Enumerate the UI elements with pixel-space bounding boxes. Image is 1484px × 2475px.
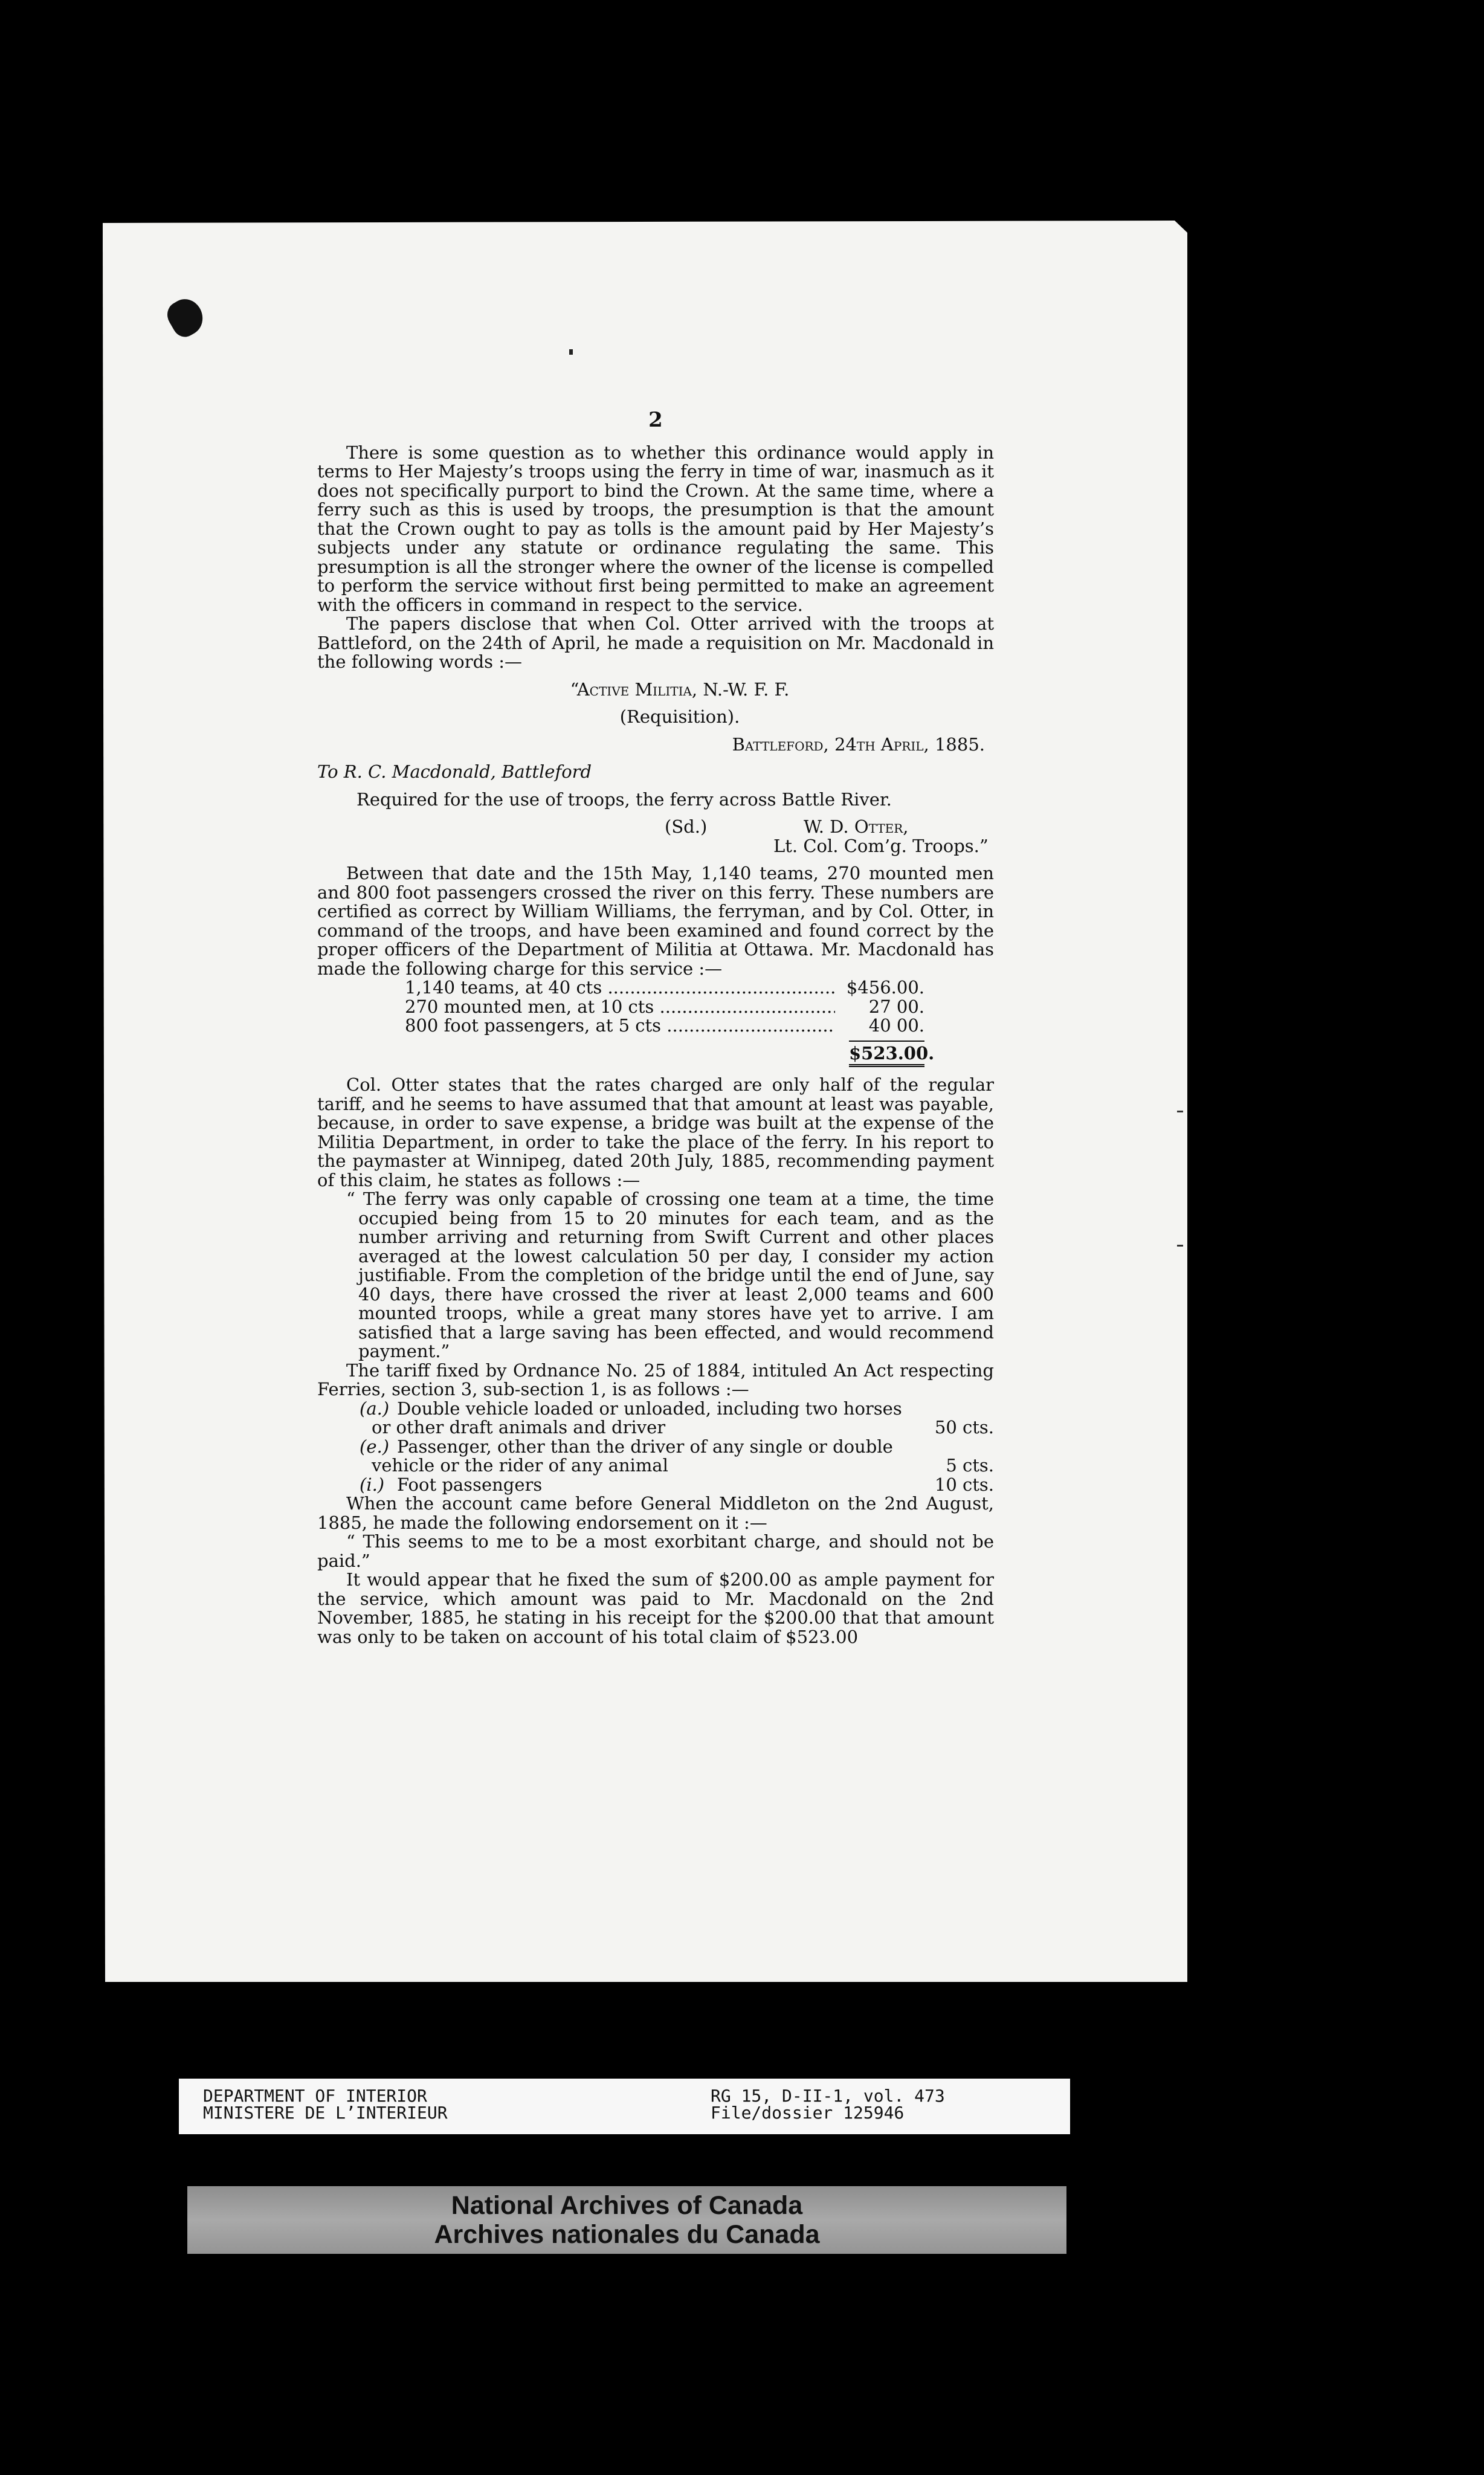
tariff-rate-line [372,1418,994,1438]
archive-stamp [187,2186,1066,2254]
ink-mark [569,349,573,355]
signer-title: Lt. Col. Com’g. Troops.” [773,835,989,856]
document-body [317,408,994,1647]
requisition-body: Required for the use of troops, the ferry across Battle River. [356,789,892,810]
page-number: 2 [648,408,663,432]
charges-table [405,978,924,1036]
archive-name-fr: Archives nationales du Canada [434,2220,820,2249]
paragraph: The tariff fixed by Ordnance No. 25 of 1884, intituled An Act respecting Ferries, section 3, sub-section 1, is as follows :— [317,1360,994,1399]
paragraph: When the account came before General Middleton on the 2nd August, 1885, he made the following endorsement on it :— [317,1493,994,1533]
paragraph: Between that date and the 15th May, 1,140 teams, 270 mounted men and 800 foot passengers crossed the river on this ferry. These numbers are certified as correct by William Williams, the ferryman, and by Col. Otter, in command of the troops, and have been examined and found correct by the proper officers of the Department of Militia at Ottawa. Mr. Macdonald has made the following charge for this service :— [317,863,994,979]
tariff-list [317,1399,994,1495]
signature-block [317,818,994,837]
requisition-addressee: To R. C. Macdonald, Battleford [317,761,592,782]
charge-amount: 27 00. [868,996,924,1017]
archive-reference: RG 15, D-II-1, vol. 473 [711,2086,945,2106]
tariff-text: Foot passengers [397,1474,543,1495]
page-edge-mark [1177,1111,1183,1112]
requisition-date: Battleford, 24th April, 1885. [732,734,985,755]
tariff-rate: 50 cts. [934,1417,994,1438]
charge-label: 270 mounted men, at 10 cts ..... [405,998,835,1017]
tariff-item [317,1438,994,1457]
tariff-text: vehicle or the rider of any animal [372,1455,668,1476]
tariff-rate: 10 cts. [934,1474,994,1495]
paragraph: The papers disclose that when Col. Otter arrived with the troops at Battleford, on the 24th of April, he made a requisition on Mr. Macdonald in the following words :— [317,613,994,672]
signed-mark: (Sd.) [665,816,708,837]
charges-total: $523.00. [849,1041,924,1068]
department-fr: MINISTERE DE L’INTERIEUR [203,2103,448,2123]
department-en: DEPARTMENT OF INTERIOR [203,2086,427,2106]
tariff-key: (i.) [360,1474,385,1495]
tariff-rate: 5 cts. [946,1455,994,1476]
charge-amount: 40 00. [868,1015,924,1036]
requisition-subheading: (Requisition). [619,706,740,727]
paragraph: Col. Otter states that the rates charged are only half of the regular tariff, and he seems to have assumed that that amount at least was payable, because, in order to save expense, a bridge was built at the expense of the Militia Department, in order to take the place of the ferry. In his report to the paymaster at Winnipeg, dated 20th July, 1885, recommending payment of this claim, he states as follows :— [317,1074,994,1190]
tariff-item [317,1399,994,1419]
tariff-item [317,1476,994,1495]
tariff-rate-line [372,1456,994,1476]
archive-reference-label [179,2079,1070,2134]
block-quote: “ The ferry was only capable of crossing one team at a time, the time occupied being from 15 to 20 minutes for each team, and as the number arriving and returning from Swift Current and other places averaged at the lowest calculation 50 per day, I consider my action justifiable. From the completion of the bridge until the end of June, say 40 days, there have crossed the river at least 2,000 teams and 600 mounted troops, while a great many stores have yet to arrive. I am satisfied that a large saving has been effected, and would recommend payment.” [346,1189,994,1361]
tariff-key: (a.) [360,1398,390,1419]
file-number: File/dossier 125946 [711,2103,905,2123]
paragraph: It would appear that he fixed the sum of $200.00 as ample payment for the service, which amount was paid to Mr. Macdonald on the 2nd November, 1885, he stating in his receipt for the $200.00 that that amount was only to be taken on account of his total claim of $523.00 [317,1569,994,1647]
charge-label: 1,140 teams, at 40 cts ..... [405,978,835,998]
tariff-key: (e.) [360,1436,390,1457]
archive-name-en: National Archives of Canada [451,2191,803,2220]
block-quote: “ This seems to me to be a most exorbitant charge, and should not be paid.” [317,1531,994,1571]
charge-row [405,998,924,1017]
charge-amount: $456.00. [846,977,924,998]
tariff-text: Double vehicle loaded or unloaded, including two horses [397,1398,902,1419]
tariff-text: or other draft animals and driver [372,1417,666,1438]
signer-name: W. D. Otter, [804,816,909,837]
paragraph: There is some question as to whether this ordinance would apply in terms to Her Majesty’s troops using the ferry in time of war, inasmuch as it does not specifically purport to bind the Crown. At the same time, where a ferry such as this is used by troops, the presumption is that the amount that the Crown ought to pay as tolls is the amount paid by Her Majesty’s subjects under any statute or ordinance regulating the same. This presumption is all the stronger where the owner of the license is compelled to perform the service without first being permitted to make an agreement with the officers in command in respect to the service. [317,442,994,615]
charge-label: 800 foot passengers, at 5 cts ..... [405,1016,835,1036]
charge-row [405,978,924,998]
page-edge-mark [1177,1245,1183,1247]
tariff-text: Passenger, other than the driver of any single or double [397,1436,893,1457]
requisition-heading: “Active Militia, N.-W. F. F. [570,679,790,700]
charge-row [405,1016,924,1036]
